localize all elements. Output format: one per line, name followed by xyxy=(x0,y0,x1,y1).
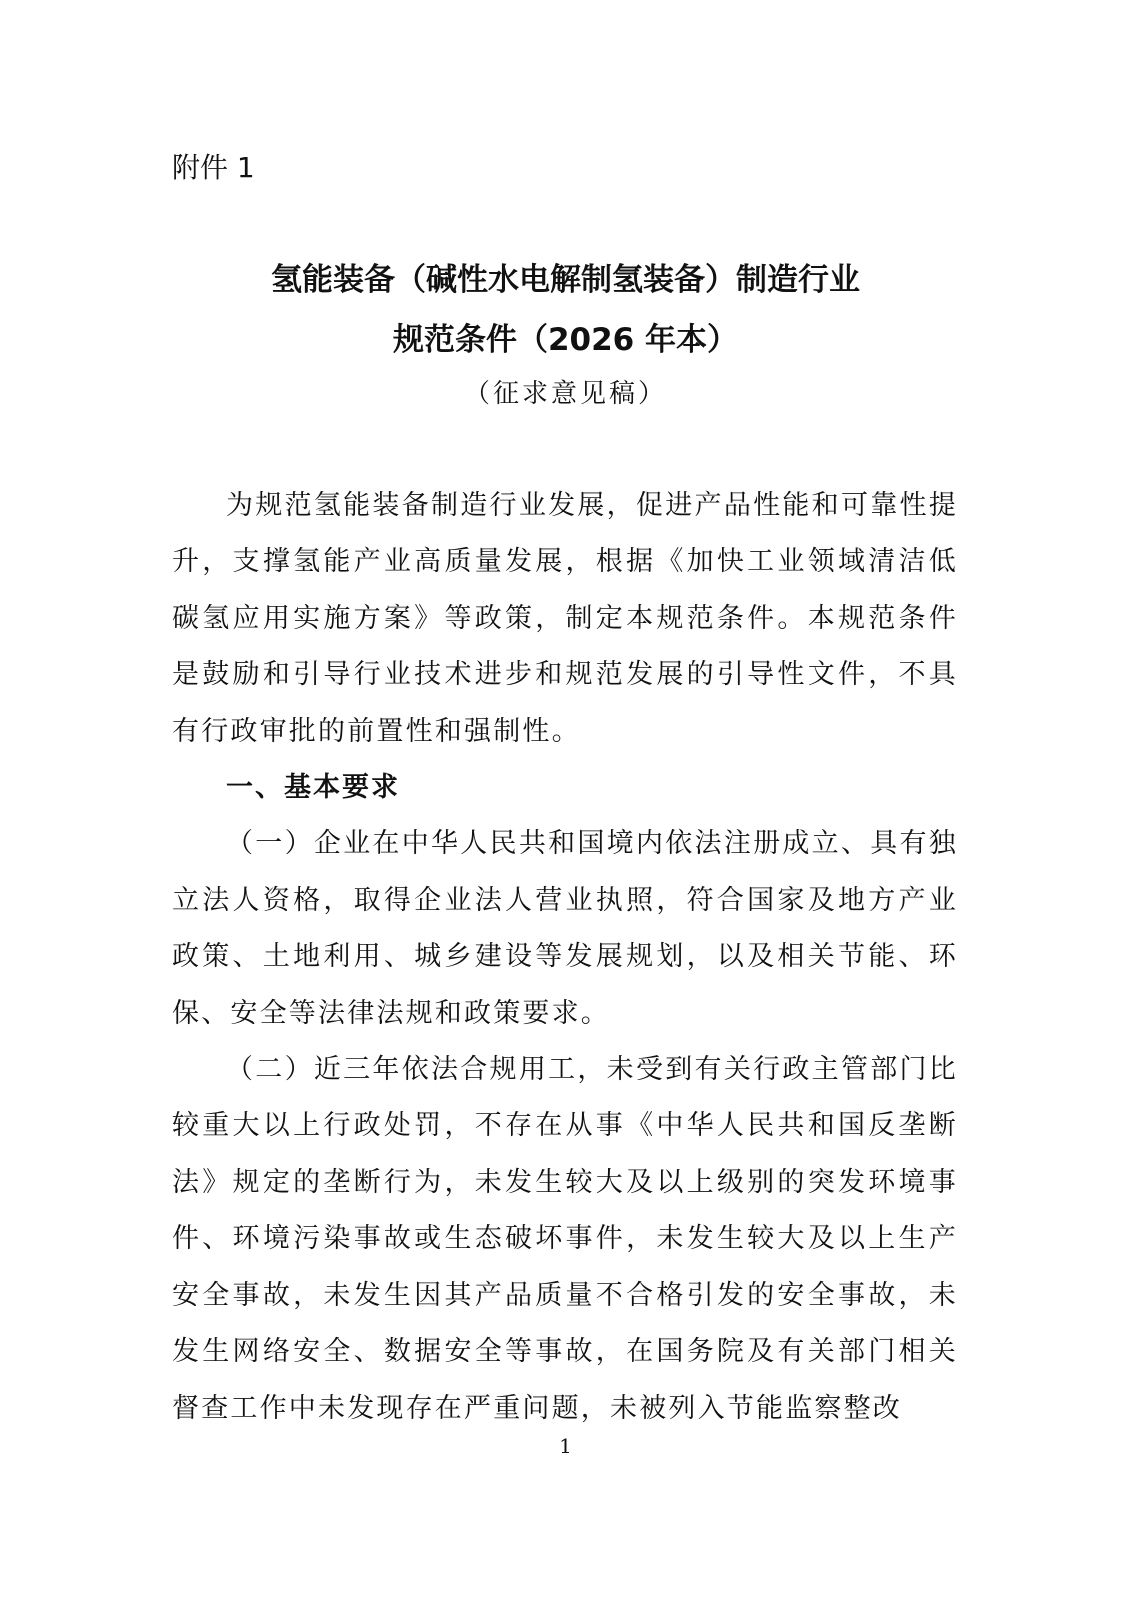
document-subtitle: （征求意见稿） xyxy=(463,379,667,409)
document-body xyxy=(172,478,958,1437)
requirement-item-1: （一）企业在中华人民共和国境内依法注册成立、具有独立法人资格，取得企业法人营业执照，符合国家及地方产业政策、土地利用、城乡建设等发展规划，以及相关节能、环保、安全等法律法规和政策要求。 xyxy=(172,828,958,1029)
document-title-line-2: 规范条件（2026 年本） xyxy=(392,322,739,358)
page-number: 1 xyxy=(559,1434,572,1458)
section-heading-basic-requirements: 一、基本要求 xyxy=(226,772,400,804)
requirement-item-2: （二）近三年依法合规用工，未受到有关行政主管部门比较重大以上行政处罚，不存在从事《中华人民共和国反垄断法》规定的垄断行为，未发生较大及以上级别的突发环境事件、环境污染事故或生态破坏事件，未发生较大及以上生产安全事故，未发生因其产品质量不合格引发的安全事故，未发生网络安全、数据安全等事故，在国务院及有关部门相关督查工作中未发现存在严重问题，未被列入节能监察整改 xyxy=(172,1054,958,1424)
document-title-line-1: 氢能装备（碱性水电解制氢装备）制造行业 xyxy=(271,262,860,298)
attachment-label: 附件 1 xyxy=(172,151,255,184)
intro-paragraph: 为规范氢能装备制造行业发展，促进产品性能和可靠性提升，支撑氢能产业高质量发展，根据《加快工业领域清洁低碳氢应用实施方案》等政策，制定本规范条件。本规范条件是鼓励和引导行业技术进步和规范发展的引导性文件，不具有行政审批的前置性和强制性。 xyxy=(172,490,958,747)
